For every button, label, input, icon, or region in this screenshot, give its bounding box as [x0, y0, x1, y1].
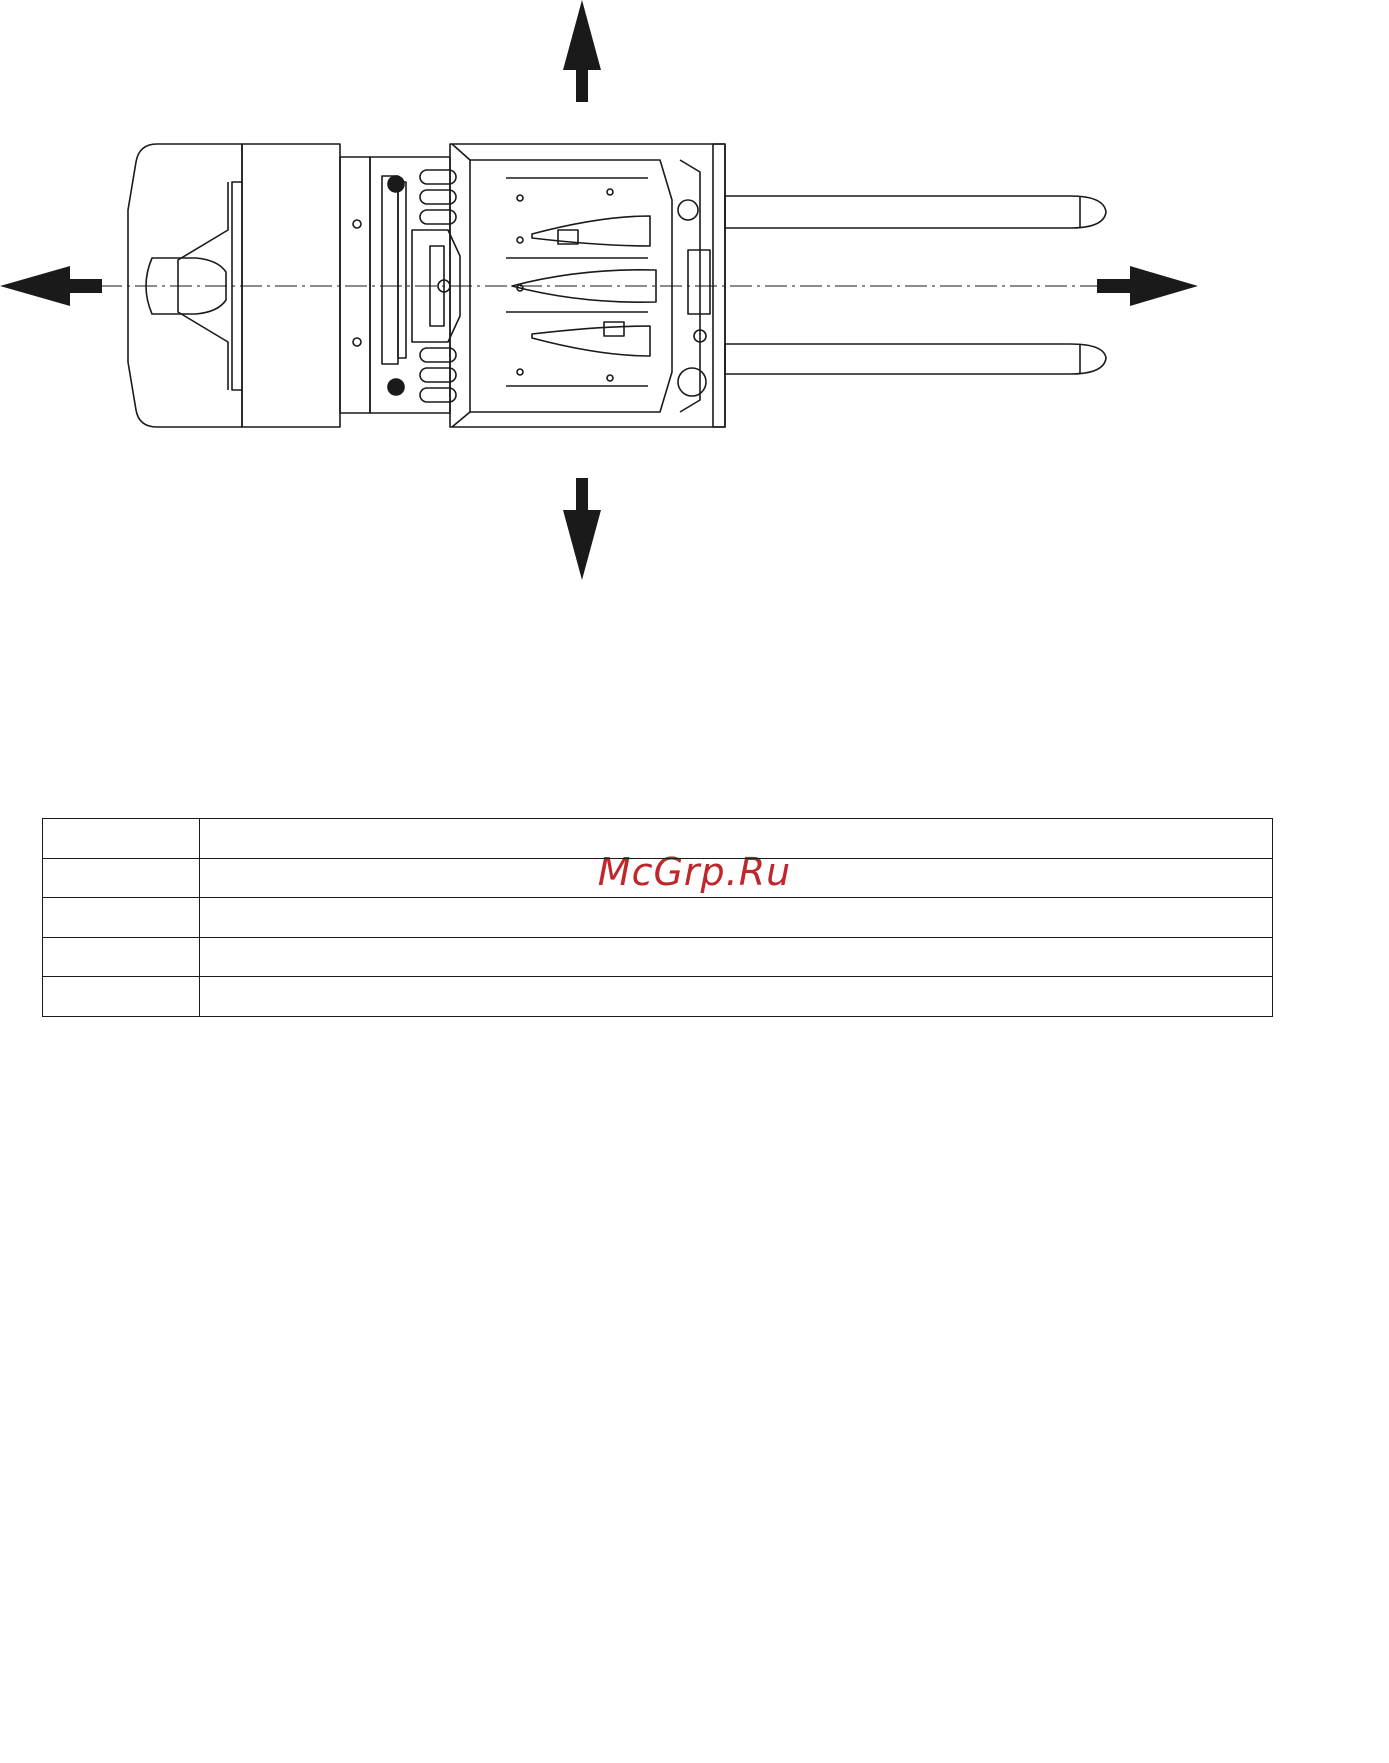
- table-cell-value: [200, 937, 1273, 977]
- table-cell-value: [200, 977, 1273, 1017]
- table-row: [43, 898, 1273, 938]
- arrow-left-icon: [0, 266, 102, 306]
- table-cell-value: [200, 898, 1273, 938]
- watermark-text: McGrp.Ru: [597, 850, 792, 894]
- table-cell-key: [43, 858, 200, 898]
- table-cell-key: [43, 898, 200, 938]
- table-row: [43, 937, 1273, 977]
- table-cell-key: [43, 819, 200, 859]
- arrow-right-icon: [1097, 266, 1198, 306]
- table-row: [43, 977, 1273, 1017]
- table-cell-key: [43, 977, 200, 1017]
- legend-table: [42, 818, 1273, 1017]
- arrow-down-icon: [563, 478, 601, 580]
- table-cell-value: [200, 858, 1273, 898]
- arrow-up-icon: [563, 0, 601, 102]
- table-cell-key: [43, 937, 200, 977]
- forks: [725, 196, 1106, 374]
- table-row: [43, 819, 1273, 859]
- table-cell-value: [200, 819, 1273, 859]
- forklift-top-view-diagram: [0, 0, 1389, 600]
- table-row: [43, 858, 1273, 898]
